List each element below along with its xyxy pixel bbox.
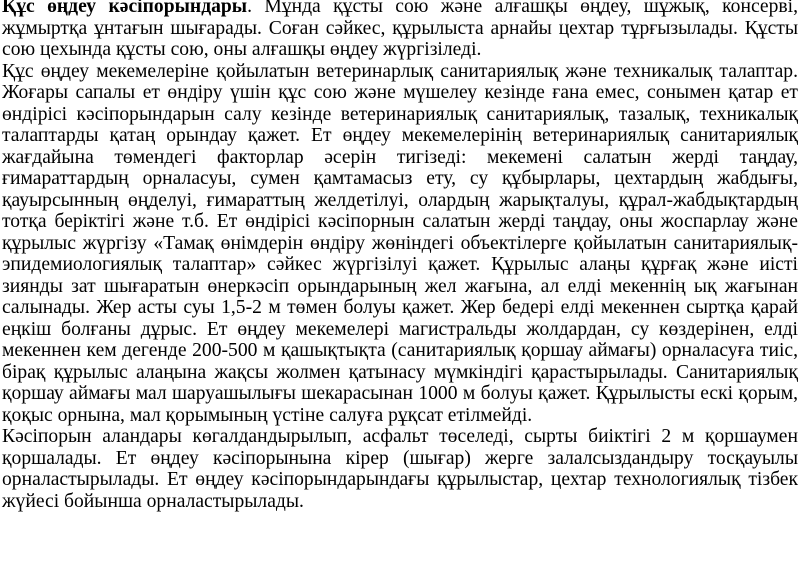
paragraph-requirements [2,61,798,427]
document-page [2,0,798,512]
paragraph-poultry-processing [2,0,798,61]
paragraph-text: Құс өңдеу мекемелеріне қойылатын ветеринарлық санитариялық және техникалық талаптар. Жоғары сапалы ет өндіру үшін құс сою және мүшелеу кезінде ғана емес, сонымен қатар ет өндірісі кәсіпорындарын салу кезінде ветеринариялық санитариялық, тазалық, техникалық талаптарды қатаң орындау қажет. Ет өңдеу мекемелерінің ветеринариялық санитариялық жағдайына төмендегі факторлар әсерін тигізеді: мекемені салатын жерді таңдау, ғимараттардың орналасуы, сумен қамтамасыз ету, су құбырлары, цехтардың жабдығы, қауырсынның өңделуі, ғимараттың желдетілуі, олардың жарықталуы, құрал-жабдықтардың тотқа беріктігі және т.б. Ет өндірісі кәсіпорнын салатын жерді таңдау, оны жоспарлау және құрылыс жүргізу «Тамақ өнімдерін өндіру жөніндегі объектілерге қойылатын санитариялық-эпидемиологиялық талаптар» сәйкес жүргізілуі қажет. Құрылыс алаңы құрғақ және иісті зиянды зат шығаратын өнеркәсіп орындарының жел жағына, ал елді мекеннің ық жағынан салынады. Жер асты суы 1,5-2 м төмен болуы қажет. Жер бедері елді мекеннен сыртқа қарай еңкіш болғаны дұрыс. Ет өңдеу мекемелері магистральды жолдардан, су көздерінен, елді мекеннен кем дегенде 200-500 м қашықтықта (санитариялық қоршау аймағы) орналасуға тиіс, бірақ құрылыс алаңына жақсы жолмен қатынасу мүмкіндігі қарастырылады. Санитариялық қоршау аймағы мал шаруашылығы шекарасынан 1000 м болуы қажет. Құрылысты ескі қорым, қоқыс орнына, мал қорымының үстіне салуға рұқсат етілмейді. [2,60,798,426]
paragraph-site-layout [2,426,798,512]
paragraph-text: . Мұнда құсты сою және алғашқы өңдеу, шұжық, консерві, жұмыртқа ұнтағын шығарады. Соған сәйкес, құрылыста арнайы цехтар тұрғызылады. Құсты сою цехында құсты сою, оны алғашқы өңдеу жүргізіледі. [2,0,798,60]
paragraph-heading: Құс өңдеу кәсіпорындары [2,0,248,17]
paragraph-text: Кәсіпорын аландары көгалдандырылып, асфальт төселеді, сырты биіктігі 2 м қоршаумен қоршалады. Ет өңдеу кәсіпорынына кірер (шығар) жерге залалсыздандыру тосқауылы орналастырылады. Ет өңдеу кәсіпорындарындағы құрылыстар, цехтар технологиялық тізбек жүйесі бойынша орналастырылады. [2,426,798,512]
